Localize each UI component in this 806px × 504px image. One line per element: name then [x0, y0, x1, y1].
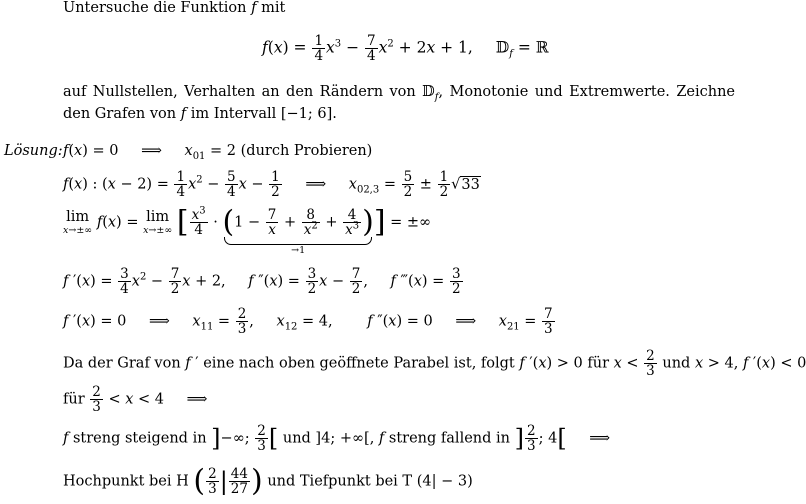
solution-step-monotony: f streng steigend in ]−∞; $\frac{2}{3}$ [ und ]4; +∞[, f streng fallend in ] $\frac{2}{3}$ ; 4[ ⟹ — [63, 423, 611, 454]
solution-step-limits: lim x→±∞ f(x) = lim x→±∞ [ $\frac{x^3}{4}$ · (1 − $\frac{7}{x}$ + $\frac{8}{x^2}$ + $\frac{4}{x^3}$ ) →1 ] = ±∞ — [63, 204, 432, 256]
solution-label: Lösung: — [4, 143, 63, 159]
solution-step-division: f(x) : (x − 2) = $\frac{1}{4}$ $x^2$ − $\frac{5}{4}$ x − $\frac{1}{2}$ ⟹ $x_{02,3}$ = $\frac{5}{2}$ ± $\frac{1}{2}$ √33 — [63, 169, 480, 200]
solution-step-zero: f(x) = 0 ⟹ $x_{01} = 2$ (durch Probieren) — [63, 143, 373, 162]
function-definition: f(x) = $\frac{1}{4}$ $x^3$ − $\frac{7}{4}$ $x^2 + 2x + 1$, 𝔻$_f$ = ℝ — [262, 33, 549, 64]
solution-step-parabola: Da der Graf von f ′ eine nach oben geöffnete Parabel ist, folgt f ′(x) > 0 für x < $\frac{2}{3}$ und x > 4, f ′(x) < 0 — [63, 348, 806, 379]
solution-step-extrema: Hochpunkt bei H ( $\frac{2}{3}$ | $\frac{44}{27}$ ) und Tiefpunkt bei T (4| − 3) — [63, 463, 473, 499]
task-paragraph: auf Nullstellen, Verhalten an den Rändern von 𝔻$_f$, Monotonie und Extremwerte. Zeichne den Grafen von f im Intervall [−1; 6]. — [63, 84, 735, 122]
solution-step-critical-points: f ′(x) = 0 ⟹ $x_{11}$ = $\frac{2}{3}$ , $x_{12} = 4$, f ″(x) = 0 ⟹ $x_{21}$ = $\frac{7}{3}$ — [63, 306, 553, 337]
task-intro: Untersuche die Funktion f mit — [63, 0, 286, 16]
solution-step-derivatives: f ′(x) = $\frac{3}{4}$ $x^2$ − $\frac{7}{2}$ x + 2, f ″(x) = $\frac{3}{2}$ x − $\frac{7}{2}$ , f ‴(x) = $\frac{3}{2}$ — [63, 266, 461, 297]
solution-step-parabola-cont: für $\frac{2}{3}$ < x < 4 ⟹ — [63, 384, 208, 415]
